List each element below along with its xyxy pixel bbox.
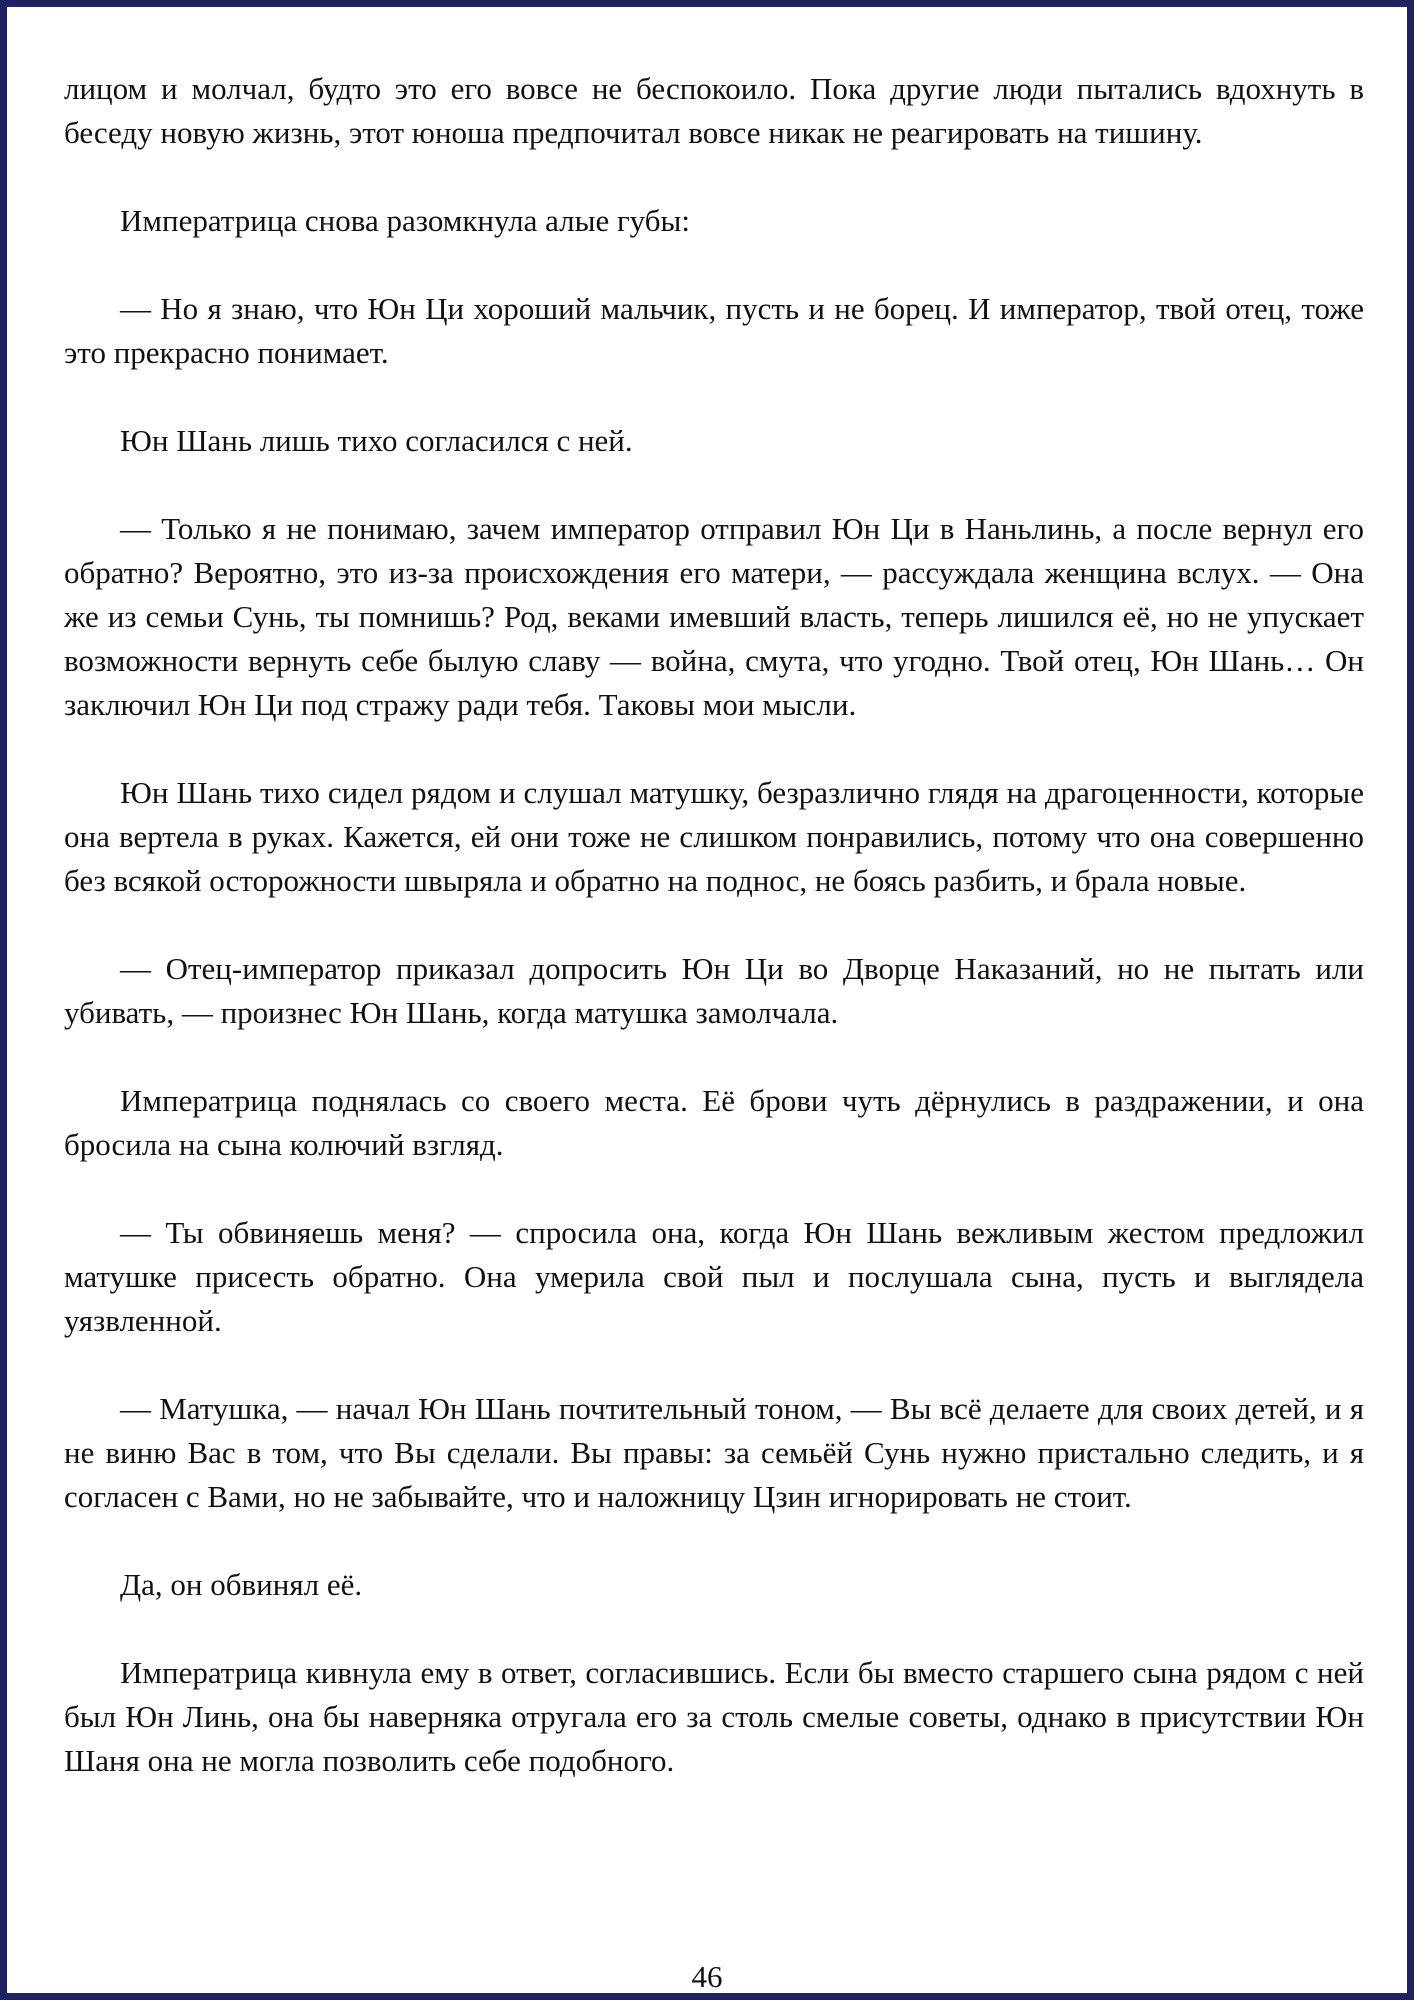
paragraph-12: Императрица кивнула ему в ответ, согласившись. Если бы вместо старшего сына рядом с ней был Юн Линь, она бы наверняка отругала его за столь смелые советы, однако в присутствии Юн Шаня она не могла позволить себе подобного.: [64, 1655, 1364, 1778]
paragraph-8: Императрица поднялась со своего места. Её брови чуть дёрнулись в раздражении, и она бросила на сына колючий взгляд.: [64, 1083, 1364, 1162]
paragraph-9: — Ты обвиняешь меня? — спросила она, когда Юн Шань вежливым жестом предложил матушке присесть обратно. Она умерила свой пыл и послушала сына, пусть и выглядела уязвленной.: [64, 1215, 1364, 1338]
paragraph-2: Императрица снова разомкнула алые губы:: [120, 203, 690, 238]
paragraph-11: Да, он обвинял её.: [120, 1567, 363, 1602]
paragraph-4: Юн Шань лишь тихо согласился с ней.: [120, 423, 633, 458]
page-text: [64, 67, 1364, 1827]
paragraph-6: Юн Шань тихо сидел рядом и слушал матушку, безразлично глядя на драгоценности, которые она вертела в руках. Кажется, ей они тоже не слишком понравились, потому что она совершенно без всякой осторожности швыряла и обратно на поднос, не боясь разбить, и брала новые.: [64, 775, 1364, 898]
paragraph-1: лицом и молчал, будто это его вовсе не беспокоило. Пока другие люди пытались вдохнуть в беседу новую жизнь, этот юноша предпочитал вовсе никак не реагировать на тишину.: [64, 71, 1364, 150]
paragraph-3: — Но я знаю, что Юн Ци хороший мальчик, пусть и не борец. И император, твой отец, тоже это прекрасно понимает.: [64, 291, 1364, 370]
page-number: 46: [691, 1959, 723, 1994]
paragraph-5: — Только я не понимаю, зачем император отправил Юн Ци в Наньлинь, а после вернул его обратно? Вероятно, это из-за происхождения его матери, — рассуждала женщина вслух. — Она же из семьи Сунь, ты помнишь? Род, веками имевший власть, теперь лишился её, но не упускает возможности вернуть себе былую славу — война, смута, что угодно. Твой отец, Юн Шань… Он заключил Юн Ци под стражу ради тебя. Таковы мои мысли.: [64, 511, 1364, 722]
paragraph-7: — Отец-император приказал допросить Юн Ци во Дворце Наказаний, но не пытать или убивать, — произнес Юн Шань, когда матушка замолчала.: [64, 951, 1364, 1030]
paragraph-10: — Матушка, — начал Юн Шань почтительный тоном, — Вы всё делаете для своих детей, и я не виню Вас в том, что Вы сделали. Вы правы: за семьёй Сунь нужно пристально следить, и я согласен с Вами, но не забывайте, что и наложницу Цзин игнорировать не стоит.: [64, 1391, 1364, 1514]
